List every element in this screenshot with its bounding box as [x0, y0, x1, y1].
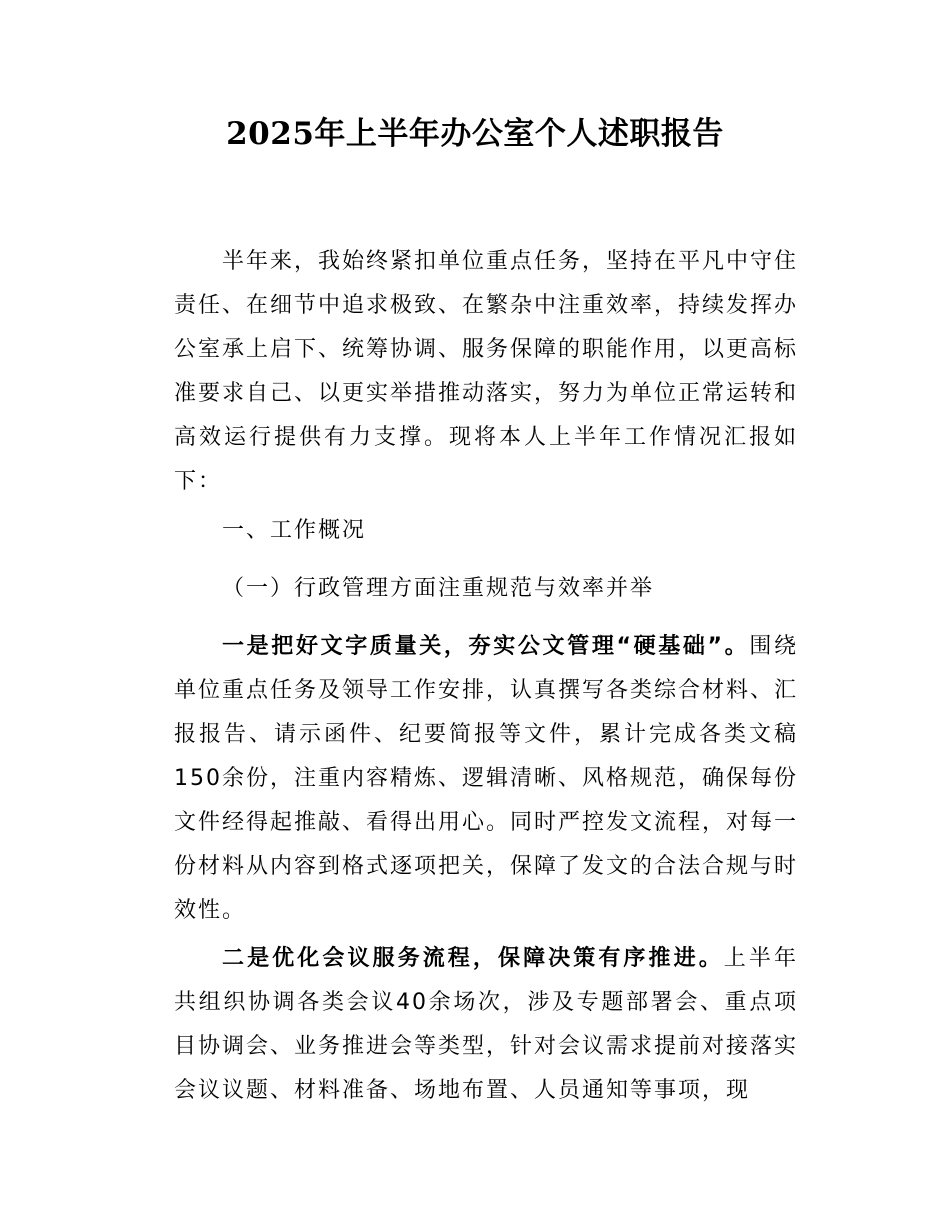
subsection-heading-administrative-management: （一）行政管理方面注重规范与效率并举 — [222, 576, 655, 601]
item-1-paragraph-block — [174, 625, 798, 933]
intro-paragraph: 半年来，我始终紧扣单位重点任务，坚持在平凡中守住责任、在细节中追求极致、在繁杂中注重效率，持续发挥办公室承上启下、统筹协调、服务保障的职能作用，以更高标准要求自己、以更实举措推动落实，努力为单位正常运转和高效运行提供有力支撑。现将本人上半年工作情况汇报如下： — [174, 249, 799, 494]
item-2-body-text: 上半年共组织协调各类会议40余场次，涉及专题部署会、重点项目协调会、业务推进会等类型，针对会议需求提前对接落实会议议题、材料准备、场地布置、人员通知等事项，现 — [174, 946, 799, 1103]
item-1-paragraph — [174, 625, 798, 933]
item-2-lead-sentence: 二是优化会议服务流程，保障决策有序推进。 — [222, 946, 724, 971]
item-2-paragraph-block — [174, 937, 798, 1113]
item-1-lead-sentence: 一是把好文字质量关，夯实公文管理“硬基础”。 — [222, 634, 750, 659]
section-heading-work-overview: 一、工作概况 — [222, 518, 367, 543]
item-2-paragraph — [174, 937, 798, 1113]
item-1-body-text: 围绕单位重点任务及领导工作安排，认真撰写各类综合材料、汇报报告、请示函件、纪要简报等文件，累计完成各类文稿150余份，注重内容精炼、逻辑清晰、风格规范，确保每份文件经得起推敲、看得出用心。同时严控发文流程，对每一份材料从内容到格式逐项把关，保障了发文的合法合规与时效性。 — [174, 634, 799, 923]
document-title: 2025年上半年办公室个人述职报告 — [226, 116, 724, 152]
intro-paragraph-block — [174, 240, 798, 504]
